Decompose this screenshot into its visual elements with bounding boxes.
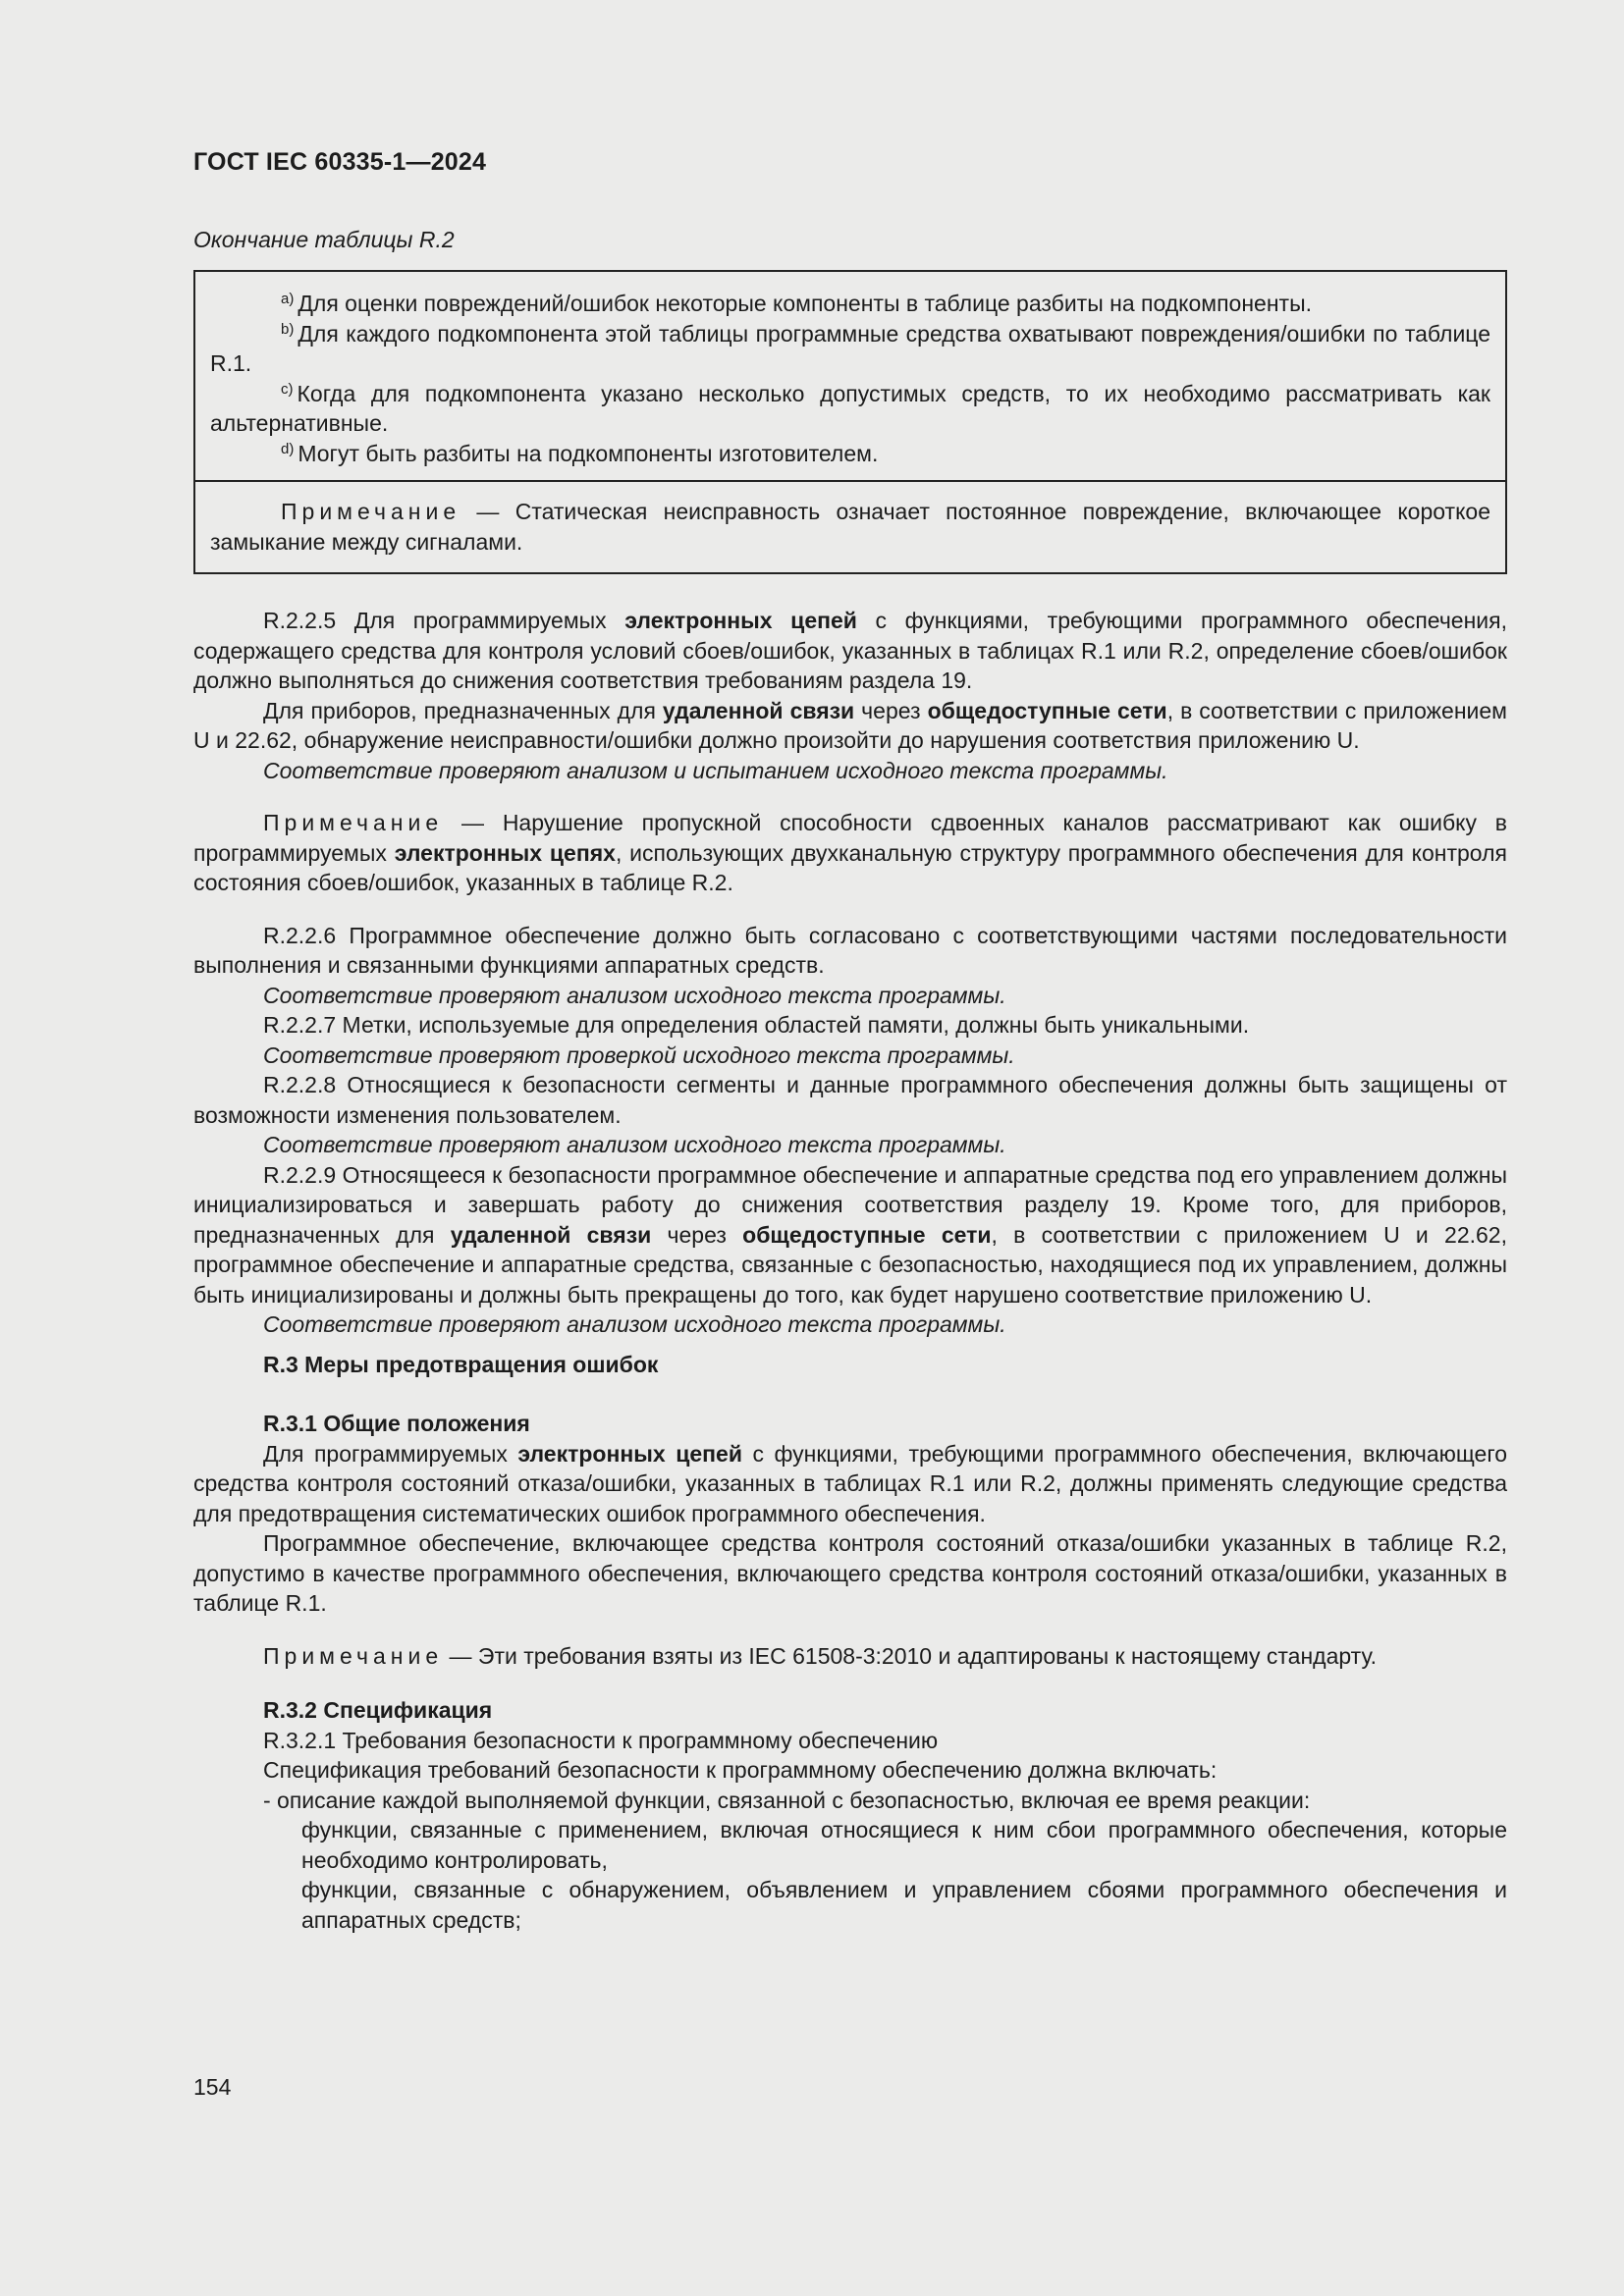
page-number: 154 bbox=[193, 2074, 232, 2100]
sub-item-1: функции, связанные с применением, включая относящиеся к ним сбои программного обеспечения, которые необходимо контролировать, bbox=[301, 1817, 1507, 1873]
compliance-r229: Соответствие проверяют анализом исходного текста программы. bbox=[263, 1311, 1006, 1337]
note-2: Примечание — Эти требования взяты из IEC 61508-3:2010 и адаптированы к настоящему стандарту. bbox=[263, 1642, 1378, 1669]
footnotes-cell bbox=[195, 272, 1505, 482]
clause-r228: R.2.2.8 Относящиеся к безопасности сегменты и данные программного обеспечения должны быть защищены от возможности изменения пользователем. bbox=[193, 1072, 1507, 1128]
clause-r31-p1: Для программируемых электронных цепей с функциями, требующими программного обеспечения, включающего средства контроля состояний отказа/ошибки, указанных в таблицах R.1 или R.2, должны применять следующие средства для предотвращения систематических ошибок программного обеспечения. bbox=[193, 1440, 1508, 1526]
compliance-r226: Соответствие проверяют анализом исходного текста программы. bbox=[263, 982, 1006, 1008]
clause-r226: R.2.2.6 Программное обеспечение должно быть согласовано с соответствующими частями последовательности выполнения и связанными функциями аппаратных средств. bbox=[193, 922, 1507, 978]
clause-r225: R.2.2.5 Для программируемых электронных цепей с функциями, требующими программного обеспечения, содержащего средства для контроля условий сбоев/ошибок, указанных в таблицах R.1 или R.2, определение сбоев/ошибок должно выполняться до снижения соответствия требованиям раздела 19. bbox=[193, 608, 1507, 693]
table-note-cell bbox=[195, 482, 1505, 572]
footnote-b: $^{b)}$ Для каждого подкомпонента этой таблицы программные средства охватывают повреждения/ошибки по таблице R.1. bbox=[210, 320, 1490, 376]
list-item: - описание каждой выполняемой функции, связанной с безопасностью, включая ее время реакции: bbox=[263, 1787, 1311, 1813]
main-content bbox=[193, 606, 1507, 1935]
footnote-a: $^{a)}$ Для оценки повреждений/ошибок некоторые компоненты в таблице разбиты на подкомпоненты. bbox=[281, 291, 1312, 316]
compliance-r227: Соответствие проверяют проверкой исходного текста программы. bbox=[263, 1041, 1015, 1068]
document-header: ГОСТ IEC 60335-1—2024 bbox=[193, 148, 487, 176]
section-r31-title: R.3.1 Общие положения bbox=[263, 1411, 530, 1436]
clause-r31-p2: Программное обеспечение, включающее средства контроля состояний отказа/ошибки указанных в таблице R.2, допустимо в качестве программного обеспечения, включающего средства контроля состояний отказа/ошибки, указанных в таблице R.1. bbox=[193, 1530, 1507, 1616]
table-note: Примечание — Статическая неисправность означает постоянное повреждение, включающее короткое замыкание между сигналами. bbox=[210, 499, 1490, 555]
footnote-d: $^{d)}$ Могут быть разбиты на подкомпоненты изготовителем. bbox=[281, 440, 879, 466]
clause-r321: R.3.2.1 Требования безопасности к программному обеспечению bbox=[263, 1727, 939, 1753]
note-label: Примечание bbox=[281, 499, 461, 524]
section-r32-title: R.3.2 Спецификация bbox=[263, 1697, 493, 1723]
footnote-c: $^{c)}$ Когда для подкомпонента указано несколько допустимых средств, то их необходимо рассматривать как альтернативные. bbox=[210, 380, 1490, 436]
clause-r227: R.2.2.7 Метки, используемые для определения областей памяти, должны быть уникальными. bbox=[263, 1012, 1250, 1038]
clause-r321-p: Спецификация требований безопасности к программному обеспечению должна включать: bbox=[263, 1757, 1218, 1783]
compliance-r228: Соответствие проверяют анализом исходного текста программы. bbox=[263, 1132, 1006, 1157]
note-1: Примечание — Нарушение пропускной способности сдвоенных каналов рассматривают как ошибку в программируемых электронных цепях, использующих двухканальную структуру программного обеспечения для контроля состояния сбоев/ошибок, указанных в таблице R.2. bbox=[193, 810, 1507, 895]
table-caption: Окончание таблицы R.2 bbox=[193, 227, 455, 252]
sub-item-2: функции, связанные с обнаружением, объявлением и управлением сбоями программного обеспечения и аппаратных средств; bbox=[301, 1877, 1507, 1933]
clause-r229: R.2.2.9 Относящееся к безопасности программное обеспечение и аппаратные средства под его управлением должны инициализироваться и завершать работу до снижения соответствия разделу 19. Кроме того, для приборов, предназначенных для удаленной связи через общедоступные сети, в соответствии с приложением U и 22.62, программное обеспечение и аппаратные средства, связанные с безопасностью, находящиеся под их управлением, должны быть инициализированы и должны быть прекращены до того, как будет нарушено соответствие приложению U. bbox=[193, 1161, 1507, 1308]
clause-r225-remote: Для приборов, предназначенных для удаленной связи через общедоступные сети, в соответствии с приложением U и 22.62, обнаружение неисправности/ошибки должно произойти до нарушения соответствия приложению U. bbox=[193, 697, 1507, 753]
table-footer-box bbox=[193, 270, 1507, 574]
compliance-r225: Соответствие проверяют анализом и испытанием исходного текста программы. bbox=[263, 757, 1168, 783]
section-r3-title: R.3 Меры предотвращения ошибок bbox=[263, 1351, 659, 1377]
